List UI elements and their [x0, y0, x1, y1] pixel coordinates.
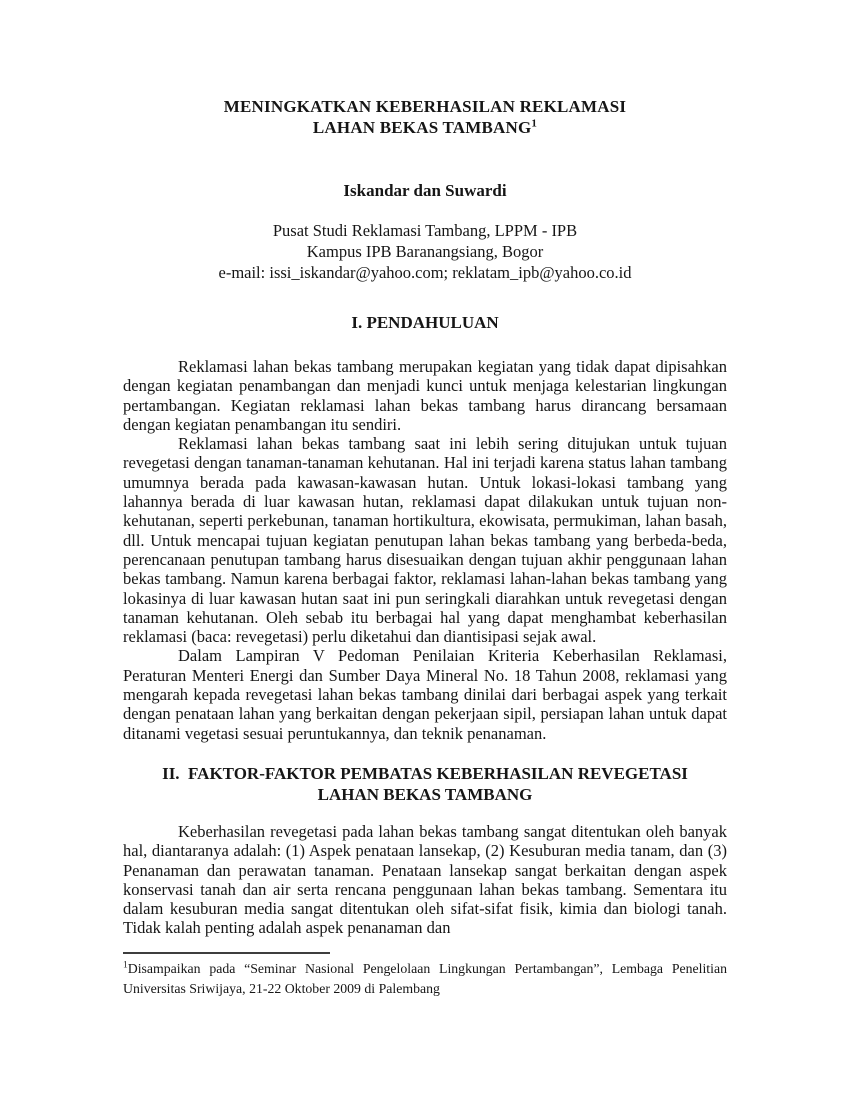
section-2-body — [123, 822, 727, 938]
footnote-block — [123, 952, 727, 999]
section-2-heading — [123, 763, 727, 805]
section-2-heading-line-1: II. FAKTOR-FAKTOR PEMBATAS KEBERHASILAN REVEGETASI — [162, 763, 688, 783]
footnote-text: Disampaikan pada “Seminar Nasional Pengelolaan Lingkungan Pertambangan”, Lembaga Penelitian Universitas Sriwijaya, 21-22 Oktober 2009 di Palembang — [123, 960, 727, 996]
affiliation-institute: Pusat Studi Reklamasi Tambang, LPPM - IPB — [272, 221, 578, 240]
footnote — [123, 959, 727, 999]
affiliation-email: e-mail: issi_iskandar@yahoo.com; reklatam_ipb@yahoo.co.id — [218, 263, 632, 282]
title-line-2: LAHAN BEKAS TAMBANG — [312, 118, 532, 137]
section-1-body — [123, 357, 727, 743]
paragraph: Reklamasi lahan bekas tambang saat ini lebih sering ditujukan untuk tujuan revegetasi dengan tanaman-tanaman kehutanan. Hal ini terjadi karena status lahan tambang umumnya berada pada kawasan-kawasan hutan. Untuk lokasi-lokasi tambang yang lahannya berada di luar kawasan hutan, reklamasi dapat dilakukan untuk tujuan non-kehutanan, seperti perkebunan, tanaman hortikultura, ekowisata, permukiman, lahan basah, dll. Untuk mencapai tujuan kegiatan penutupan lahan bekas tambang yang berbeda-beda, perencanaan penutupan tambang harus disesuaikan dengan tujuan akhir penggunaan lahan bekas tambang. Namun karena berbagai faktor, reklamasi lahan-lahan bekas tambang yang lokasinya di luar kawasan hutan saat ini pun seringkali diarahkan untuk revegetasi dengan tanaman kehutanan. Oleh sebab itu berbagai hal yang dapat menghambat keberhasilan reklamasi (baca: revegetasi) perlu diketahui dan diantisipasi sejak awal. — [123, 434, 727, 647]
title-footnote-ref: 1 — [531, 117, 538, 130]
affiliation-campus: Kampus IPB Baranangsiang, Bogor — [306, 242, 544, 261]
affiliation-block — [123, 220, 727, 283]
paragraph: Reklamasi lahan bekas tambang merupakan kegiatan yang tidak dapat dipisahkan dengan kegiatan penambangan dan menjadi kunci untuk menjaga kelestarian lingkungan pertambangan. Kegiatan reklamasi lahan bekas tambang harus dirancang bersamaan dengan kegiatan penambangan itu sendiri. — [123, 357, 727, 434]
section-1-heading: I. PENDAHULUAN — [351, 313, 499, 332]
paragraph: Dalam Lampiran V Pedoman Penilaian Kriteria Keberhasilan Reklamasi, Peraturan Menteri Energi dan Sumber Daya Mineral No. 18 Tahun 2008, reklamasi yang mengarah kepada revegetasi lahan bekas tambang dinilai dari berbagai aspek yang terkait dengan penataan lahan yang berkaitan dengan pekerjaan sipil, persiapan lahan untuk dapat ditanami vegetasi sesuai peruntukannya, dan teknik penanaman. — [123, 646, 727, 743]
authors: Iskandar dan Suwardi — [343, 181, 507, 200]
paragraph: Keberhasilan revegetasi pada lahan bekas tambang sangat ditentukan oleh banyak hal, diantaranya adalah: (1) Aspek penataan lansekap, (2) Kesuburan media tanam, dan (3) Penanaman dan perawatan tanaman. Penataan lansekap sangat berkaitan dengan aspek konservasi tanah dan air serta rencana penggunaan lahan bekas tambang. Sementara itu dalam kesuburan media sangat ditentukan oleh sifat-sifat fisik, kimia dan biologi tanah. Tidak kalah penting adalah aspek penanaman dan — [123, 821, 727, 938]
title-line-1: MENINGKATKAN KEBERHASILAN REKLAMASI — [223, 97, 627, 116]
page-title — [123, 96, 727, 138]
footnote-marker: 1 — [123, 960, 128, 971]
footnote-separator-rule — [123, 952, 330, 954]
section-2-heading-line-2: LAHAN BEKAS TAMBANG — [317, 784, 533, 804]
